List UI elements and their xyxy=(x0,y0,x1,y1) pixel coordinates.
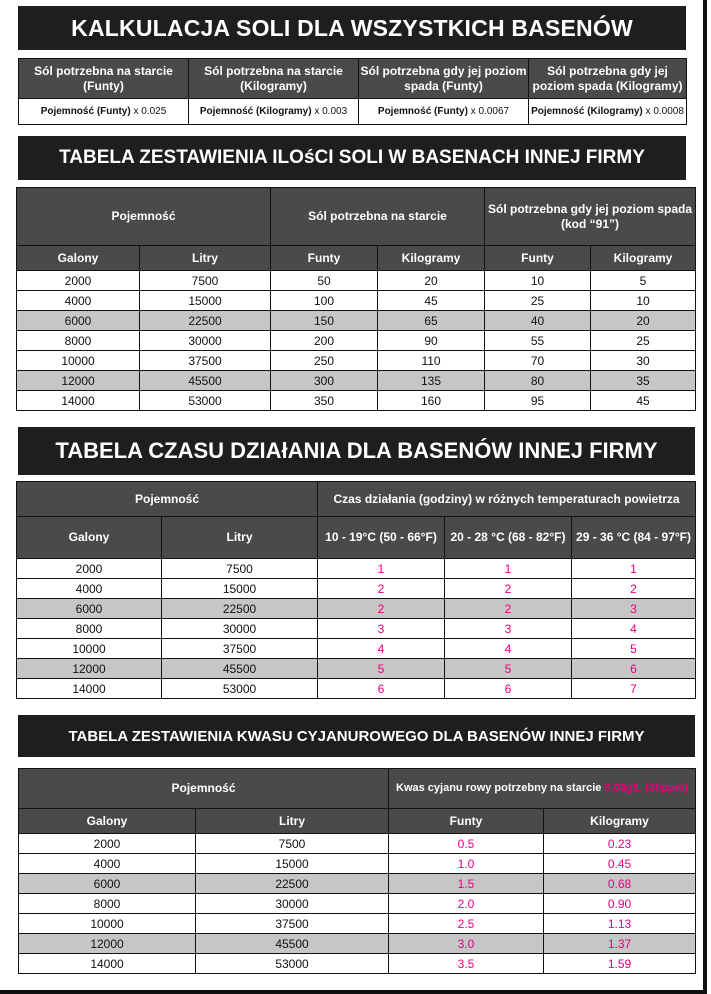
table-cell: 3 xyxy=(445,619,572,639)
table-cell: 14000 xyxy=(17,679,162,699)
table-cell: 1.5 xyxy=(389,874,544,894)
table-row xyxy=(17,331,696,351)
table-cell: 40 xyxy=(485,311,591,331)
table-row xyxy=(17,639,696,659)
table-cell: 15000 xyxy=(140,291,271,311)
page-title: KALKULACJA SOLI DLA WSZYSTKICH BASENÓW xyxy=(18,6,686,50)
table-cell: 1 xyxy=(318,559,445,579)
table-row xyxy=(17,599,696,619)
table-row xyxy=(17,311,696,331)
group-header-capacity: Pojemność xyxy=(17,482,318,517)
table-cell: 10000 xyxy=(19,914,196,934)
table-cell: 1.13 xyxy=(544,914,696,934)
table-cell: 0.68 xyxy=(544,874,696,894)
cya-dose: 0.03g/L (30ppm) xyxy=(604,781,689,794)
group-header-capacity: Pojemność xyxy=(19,769,389,809)
table-cell: 200 xyxy=(271,331,378,351)
table-cell: 135 xyxy=(378,371,485,391)
table-row xyxy=(17,271,696,291)
table-cell: 5 xyxy=(318,659,445,679)
table-row xyxy=(17,679,696,699)
table-row xyxy=(17,391,696,411)
table-cell: 14000 xyxy=(19,954,196,974)
table-row xyxy=(19,854,696,874)
table-cell: 6000 xyxy=(19,874,196,894)
table-cell: 6000 xyxy=(17,599,162,619)
table-cell: 2000 xyxy=(17,271,140,291)
sub-header: Kilogramy xyxy=(378,246,485,271)
table-cell: 2 xyxy=(572,579,696,599)
sub-header: Kilogramy xyxy=(544,809,696,834)
table-row xyxy=(19,914,696,934)
table-cell: 110 xyxy=(378,351,485,371)
sub-header: Funty xyxy=(485,246,591,271)
table-cell: 100 xyxy=(271,291,378,311)
table-cell: 37500 xyxy=(162,639,318,659)
table-cell: 5 xyxy=(445,659,572,679)
formula-header: Sól potrzebna na starcie (Kilogramy) xyxy=(189,59,359,99)
table-cell: 350 xyxy=(271,391,378,411)
table-cell: 3 xyxy=(318,619,445,639)
table-row xyxy=(19,954,696,974)
table-row xyxy=(19,834,696,854)
table-cell: 22500 xyxy=(196,874,389,894)
table-cell: 30 xyxy=(591,351,696,371)
table-cell: 20 xyxy=(378,271,485,291)
table-cell: 53000 xyxy=(162,679,318,699)
table-cell: 65 xyxy=(378,311,485,331)
table-cell: 4000 xyxy=(17,579,162,599)
table-cell: 10000 xyxy=(17,639,162,659)
table-cell: 4 xyxy=(445,639,572,659)
table-cell: 45500 xyxy=(162,659,318,679)
table-row xyxy=(19,894,696,914)
table-row xyxy=(19,934,696,954)
table-cell: 2 xyxy=(318,599,445,619)
table-cell: 7 xyxy=(572,679,696,699)
table-cell: 0.23 xyxy=(544,834,696,854)
table-cell: 1 xyxy=(572,559,696,579)
table-cell: 1.0 xyxy=(389,854,544,874)
table-cell: 8000 xyxy=(17,331,140,351)
table-cell: 14000 xyxy=(17,391,140,411)
table-cell: 45500 xyxy=(140,371,271,391)
sub-header: Galony xyxy=(17,246,140,271)
table-cell: 2.0 xyxy=(389,894,544,914)
formula-table xyxy=(18,58,687,125)
table-row xyxy=(17,659,696,679)
sub-header: 29 - 36 °C (84 - 97°F) xyxy=(572,517,696,559)
sub-header: Galony xyxy=(17,517,162,559)
table-cell: 10 xyxy=(591,291,696,311)
table-cell: 35 xyxy=(591,371,696,391)
table-cell: 0.5 xyxy=(389,834,544,854)
table-row xyxy=(17,351,696,371)
table-cell: 30000 xyxy=(196,894,389,914)
salt-table xyxy=(16,187,696,411)
formula-cell: Pojemność (Kilogramy) x 0.0008 xyxy=(529,99,687,125)
table-cell: 12000 xyxy=(17,659,162,679)
table-cell: 12000 xyxy=(17,371,140,391)
table-cell: 160 xyxy=(378,391,485,411)
table-row xyxy=(17,291,696,311)
table-cell: 5 xyxy=(572,639,696,659)
table-cell: 4000 xyxy=(19,854,196,874)
table-cell: 25 xyxy=(591,331,696,351)
formula-header: Sól potrzebna gdy jej poziom spada (Kilogramy) xyxy=(529,59,687,99)
sub-header: Litry xyxy=(140,246,271,271)
table-cell: 2 xyxy=(445,599,572,619)
table-cell: 45 xyxy=(591,391,696,411)
sub-header: Litry xyxy=(162,517,318,559)
table-cell: 95 xyxy=(485,391,591,411)
table-cell: 1 xyxy=(445,559,572,579)
group-header-run-time: Czas działania (godziny) w różnych temperaturach powietrza xyxy=(318,482,696,517)
table-cell: 1.37 xyxy=(544,934,696,954)
table-cell: 2.5 xyxy=(389,914,544,934)
formula-cell: Pojemność (Funty) x 0.0067 xyxy=(359,99,529,125)
table-cell: 2000 xyxy=(19,834,196,854)
table-cell: 6000 xyxy=(17,311,140,331)
table-cell: 3.0 xyxy=(389,934,544,954)
table-cell: 10 xyxy=(485,271,591,291)
group-header-drop-salt: Sól potrzebna gdy jej poziom spada (kod “91”) xyxy=(485,188,696,246)
table-row xyxy=(17,371,696,391)
table-cell: 2 xyxy=(445,579,572,599)
table-cell: 3 xyxy=(572,599,696,619)
group-header-capacity: Pojemność xyxy=(17,188,271,246)
sub-header: 10 - 19°C (50 - 66°F) xyxy=(318,517,445,559)
table-cell: 2 xyxy=(318,579,445,599)
table-cell: 4 xyxy=(318,639,445,659)
table-cell: 10000 xyxy=(17,351,140,371)
sub-header: 20 - 28 °C (68 - 82°F) xyxy=(445,517,572,559)
table-row xyxy=(17,579,696,599)
table-cell: 22500 xyxy=(140,311,271,331)
table-cell: 15000 xyxy=(196,854,389,874)
table-cell: 3.5 xyxy=(389,954,544,974)
table-cell: 4 xyxy=(572,619,696,639)
table-cell: 8000 xyxy=(17,619,162,639)
group-header-start-salt: Sól potrzebna na starcie xyxy=(271,188,485,246)
table-cell: 2000 xyxy=(17,559,162,579)
table-cell: 300 xyxy=(271,371,378,391)
table-cell: 22500 xyxy=(162,599,318,619)
table-cell: 53000 xyxy=(140,391,271,411)
table-cell: 7500 xyxy=(196,834,389,854)
sub-header: Funty xyxy=(389,809,544,834)
group-header-cya-start: Kwas cyjanu rowy potrzebny na starcie 0.03g/L (30ppm) xyxy=(389,769,696,809)
table-cell: 4000 xyxy=(17,291,140,311)
table-cell: 25 xyxy=(485,291,591,311)
table-cell: 12000 xyxy=(19,934,196,954)
table-cell: 1.59 xyxy=(544,954,696,974)
table-row xyxy=(17,559,696,579)
table-cell: 55 xyxy=(485,331,591,351)
table-cell: 80 xyxy=(485,371,591,391)
sub-header: Litry xyxy=(196,809,389,834)
formula-header: Sól potrzebna gdy jej poziom spada (Funty) xyxy=(359,59,529,99)
table-cell: 5 xyxy=(591,271,696,291)
table-cell: 6 xyxy=(318,679,445,699)
table-cell: 0.45 xyxy=(544,854,696,874)
table-cell: 6 xyxy=(445,679,572,699)
time-table xyxy=(16,481,696,699)
table-cell: 7500 xyxy=(140,271,271,291)
table-cell: 45 xyxy=(378,291,485,311)
time-table-title: TABELA CZASU DZIAłANIA DLA BASENÓW INNEJ FIRMY xyxy=(18,427,695,475)
cya-table-title: TABELA ZESTAWIENIA KWASU CYJANUROWEGO DLA BASENÓW INNEJ FIRMY xyxy=(18,715,695,757)
table-row xyxy=(17,619,696,639)
table-cell: 37500 xyxy=(140,351,271,371)
table-cell: 50 xyxy=(271,271,378,291)
table-cell: 20 xyxy=(591,311,696,331)
cya-table xyxy=(18,768,696,974)
table-cell: 250 xyxy=(271,351,378,371)
table-cell: 0.90 xyxy=(544,894,696,914)
table-cell: 30000 xyxy=(162,619,318,639)
table-cell: 70 xyxy=(485,351,591,371)
table-cell: 15000 xyxy=(162,579,318,599)
table-cell: 8000 xyxy=(19,894,196,914)
formula-cell: Pojemność (Kilogramy) x 0.003 xyxy=(189,99,359,125)
formula-header: Sól potrzebna na starcie (Funty) xyxy=(19,59,189,99)
table-cell: 53000 xyxy=(196,954,389,974)
table-row xyxy=(19,874,696,894)
table-cell: 6 xyxy=(572,659,696,679)
sub-header: Funty xyxy=(271,246,378,271)
table-cell: 90 xyxy=(378,331,485,351)
salt-table-title: TABELA ZESTAWIENIA ILOśCI SOLI W BASENACH INNEJ FIRMY xyxy=(18,136,686,180)
table-cell: 30000 xyxy=(140,331,271,351)
table-cell: 45500 xyxy=(196,934,389,954)
table-cell: 150 xyxy=(271,311,378,331)
sub-header: Kilogramy xyxy=(591,246,696,271)
formula-cell: Pojemność (Funty) x 0.025 xyxy=(19,99,189,125)
table-cell: 7500 xyxy=(162,559,318,579)
sub-header: Galony xyxy=(19,809,196,834)
table-cell: 37500 xyxy=(196,914,389,934)
